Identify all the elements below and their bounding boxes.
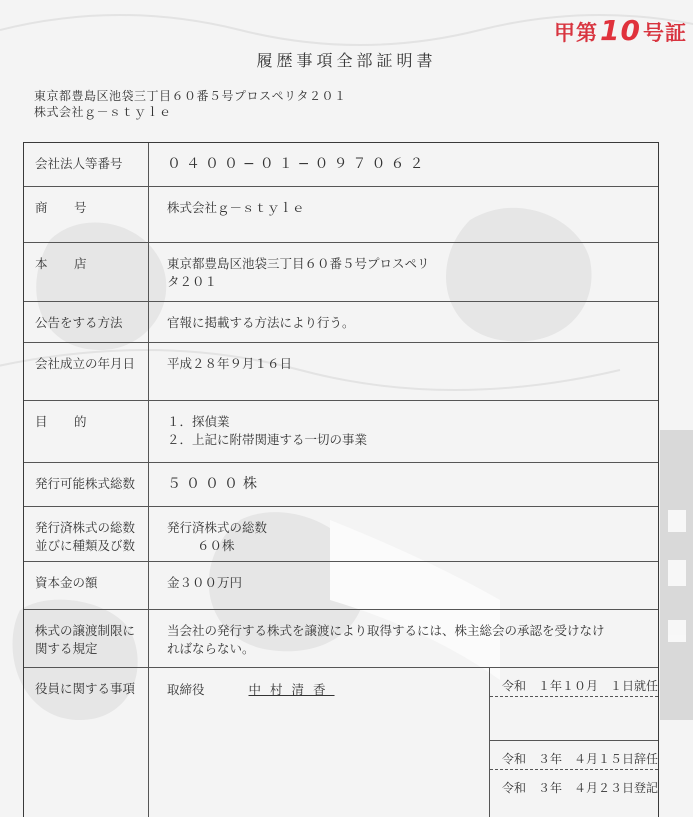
- row-corp-number: [24, 143, 658, 187]
- label-purpose: 目 的: [24, 401, 149, 462]
- label-issued-shares: 発行済株式の総数 並びに種類及び数: [24, 507, 149, 561]
- officer-name: 中村清香: [248, 682, 335, 697]
- value-purpose: [149, 401, 658, 462]
- issued-shares-line2: ６０株: [197, 538, 235, 553]
- exhibit-number: 10: [600, 14, 641, 47]
- value-corp-number: ０４００−０１−０９７０６２: [167, 156, 429, 172]
- row-issued-shares: [24, 507, 658, 562]
- row-trade-name: [24, 187, 658, 243]
- head-office-line1: 東京都豊島区池袋三丁目６０番５号プロスペリ: [167, 256, 430, 271]
- header-address: 東京都豊島区池袋三丁目６０番５号プロスペリタ２０１: [34, 89, 347, 103]
- transfer-restriction-line2: ればならない。: [167, 641, 255, 656]
- label-transfer-restriction: 株式の譲渡制限に 関する規定: [24, 610, 149, 667]
- exhibit-prefix: 甲第: [554, 21, 599, 45]
- purpose-item-1: １．探偵業: [167, 414, 230, 429]
- label-officers: 役員に関する事項: [24, 668, 149, 817]
- label-corp-number: 会社法人等番号: [24, 143, 149, 186]
- value-establishment: 平成２８年９月１６日: [167, 356, 293, 371]
- row-establishment: [24, 343, 658, 401]
- row-purpose: [24, 401, 658, 463]
- head-office-line2: タ２０１: [167, 274, 218, 289]
- exhibit-suffix: 号証: [643, 21, 687, 45]
- label-public-notice: 公告をする方法: [24, 302, 149, 342]
- value-transfer-restriction: [149, 610, 658, 667]
- officer-entry: [149, 668, 489, 817]
- label-head-office: 本 店: [24, 243, 149, 301]
- value-officers: [149, 668, 658, 817]
- officer-date-gap: [490, 697, 658, 741]
- purpose-item-2: ２．上記に附帯関連する一切の事業: [167, 432, 368, 447]
- row-authorized-shares: [24, 463, 658, 507]
- value-public-notice: 官報に掲載する方法により行う。: [167, 315, 355, 330]
- label-establishment: 会社成立の年月日: [24, 343, 149, 400]
- label-capital: 資本金の額: [24, 562, 149, 609]
- officer-role: 取締役: [167, 682, 205, 697]
- header-address-block: [34, 88, 347, 120]
- value-capital: 金３００万円: [167, 575, 243, 590]
- row-public-notice: [24, 302, 658, 343]
- row-capital: [24, 562, 658, 610]
- exhibit-stamp: [554, 14, 687, 47]
- issued-shares-line1: 発行済株式の総数: [167, 520, 268, 535]
- officer-dates: [489, 668, 658, 817]
- certificate-table: [23, 142, 659, 817]
- officer-registered-date: 令和 ３年 ４月２３日登記: [502, 781, 659, 795]
- officer-appointed-date: 令和 １年１０月 １日就任: [490, 668, 658, 697]
- value-head-office: [149, 243, 658, 301]
- document-title: 履歴事項全部証明書: [256, 51, 437, 70]
- value-trade-name: 株式会社ｇ－ｓｔｙｌｅ: [167, 200, 305, 215]
- value-issued-shares: [149, 507, 658, 561]
- officer-resigned-date: 令和 ３年 ４月１５日辞任: [490, 741, 658, 770]
- row-officers: [24, 668, 658, 817]
- label-authorized-shares: 発行可能株式総数: [24, 463, 149, 506]
- label-trade-name: 商 号: [24, 187, 149, 242]
- row-head-office: [24, 243, 658, 302]
- transfer-restriction-line1: 当会社の発行する株式を譲渡により取得するには、株主総会の承認を受けなけ: [167, 623, 605, 638]
- header-company: 株式会社ｇ－ｓｔｙｌｅ: [34, 105, 172, 119]
- row-transfer-restriction: [24, 610, 658, 668]
- value-authorized-shares: ５０００株: [167, 476, 262, 492]
